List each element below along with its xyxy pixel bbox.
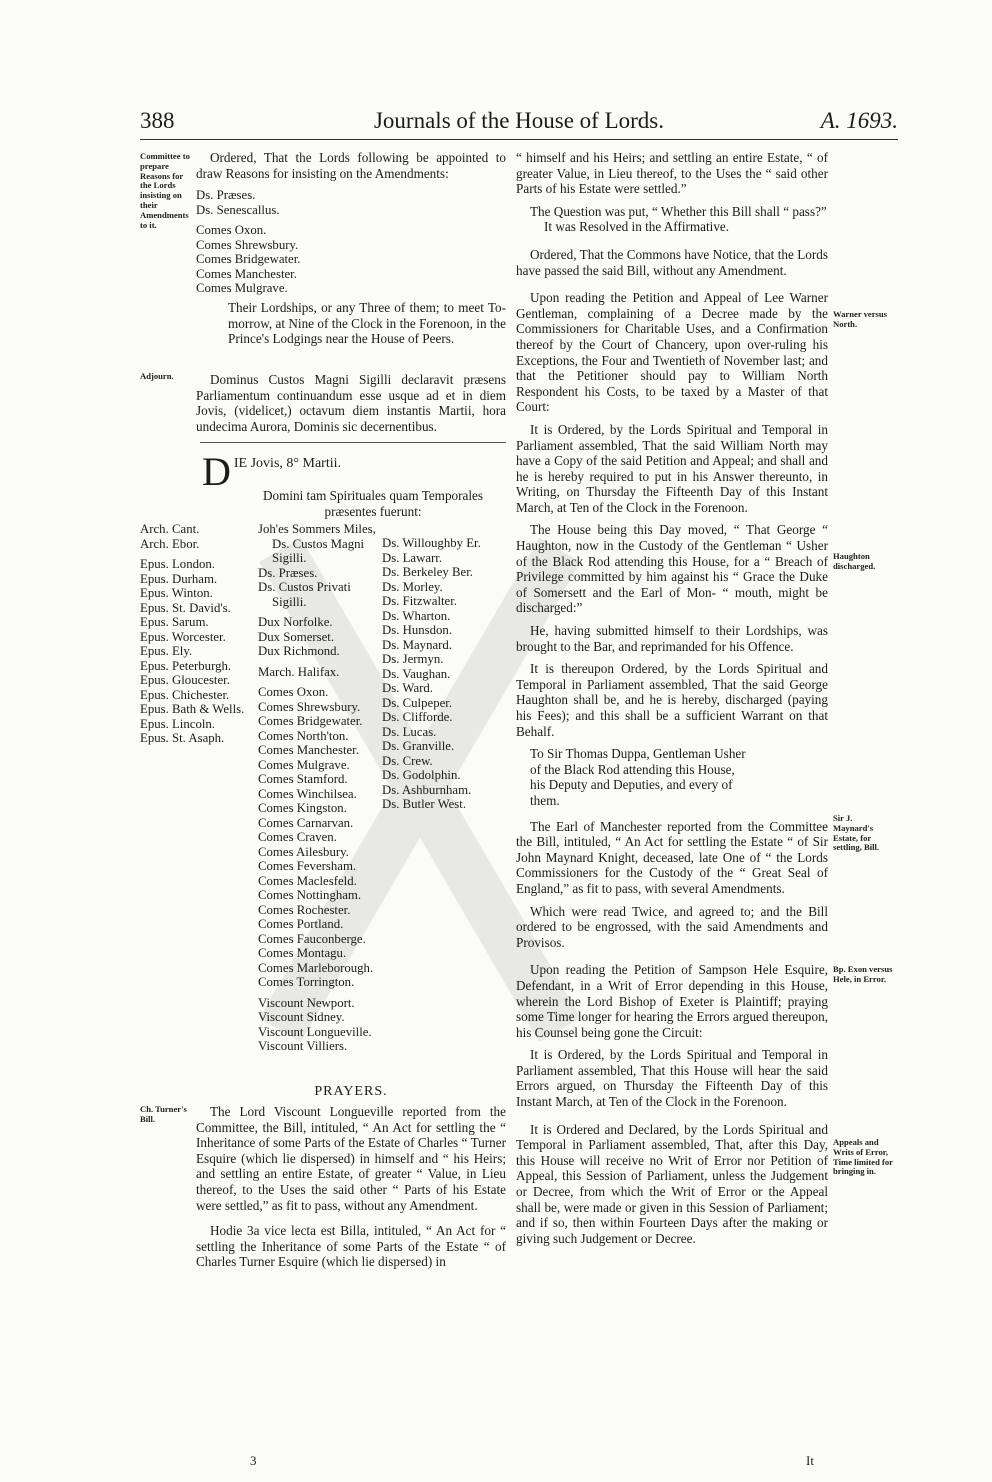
hodie-paragraph: Hodie 3a vice lecta est Billa, intituled, “ An Act for “ settling the Inheritance of some Parts of the Estate “ of Charles Turner Esquire (which lie dispersed) in <box>196 1223 506 1270</box>
lord-entry: Comes Craven. <box>258 830 337 844</box>
warner-paragraph: Upon reading the Petition and Appeal of Lee Warner Gentleman, complaining of a Decree made by the Commissioners for Charitable Uses, and a Confirmation thereof by the Court of Chancery, upon over-ruling his Exceptions, the Four and Twentieth of November last; and that the Petitioner should pay to William North Respondent his Costs, to be taxed by a Master of that Court: <box>516 290 828 415</box>
lord-entry: Comes Bridgewater. <box>258 714 363 728</box>
margin-note-appeals: Appeals and Writs of Error, Time limited for bringing in. <box>833 1137 893 1177</box>
lord-entry: Comes Carnarvan. <box>258 815 354 830</box>
haughton-paragraph: The House being this Day moved, “ That George “ Haughton, now in the Custody of the Gentleman “ Usher of the Black Rod attending this House, for a “ Breach of Privilege committed by him against his “ Grace the Duke of Somersett and the Earl of Mon- “ mouth, might be discharged:” <box>516 522 828 616</box>
page-number: 388 <box>140 108 175 133</box>
lord-entry: March. Halifax. <box>258 664 340 679</box>
lord-entry: Epus. Durham. <box>140 571 218 586</box>
lord-entry: Comes Manchester. <box>258 743 359 757</box>
lord-entry: Sigilli. <box>272 594 307 609</box>
meeting-paragraph: Their Lordships, or any Three of them; to meet To-morrow, at Nine of the Clock in the Forenoon, in the Prince's Lodgings near the House of Peers. <box>228 300 506 347</box>
hele-order-paragraph: It is Ordered, by the Lords Spiritual and Temporal in Parliament assembled, That this House will hear the said Errors argued, on Thursday the Fifteenth Day of this Instant March, at Ten of the Clock in the Forenoon. <box>516 1047 828 1110</box>
lord-entry: Ds. Custos Magni <box>272 536 365 551</box>
lord-entry: Joh'es Sommers Miles, <box>258 522 376 536</box>
lord-entry: Dux Norfolke. <box>258 615 333 629</box>
lord-entry: Dux Somerset. <box>258 629 335 644</box>
hele-paragraph: Upon reading the Petition of Sampson Hele Esquire, Defendant, in a Writ of Error depending in this House, wherein the Lord Bishop of Exeter is Plaintiff; praying some Time longer for hearing the Errors argued thereupon, his Counsel being gone the Circuit: <box>516 962 828 1040</box>
committee-member: Comes Bridgewater. <box>196 252 301 266</box>
lord-entry: Epus. Lincoln. <box>140 716 215 731</box>
day-heading <box>202 449 506 494</box>
lord-entry: Ds. Godolphin. <box>382 768 461 782</box>
maynard-paragraph: The Earl of Manchester reported from the Committee the Bill, intituled, “ An Act for settling the Estate “ of Sir John Maynard Knight, deceased, late One of “ the Lords Commissioners for the Custody of the “ Great Seal of England,” as fit to pass, with several Amendments. <box>516 818 828 896</box>
lord-entry: Epus. Worcester. <box>140 629 226 644</box>
margin-note-maynard: Sir J. Maynard's Estate, for settling, Bill. <box>833 813 880 853</box>
appeals-order-paragraph: It is Ordered and Declared, by the Lords Spiritual and Temporal in Parliament assembled, That, after this Day, this House will receive no Writ of Error nor Petition of Appeal, this Session of Parliament, unless the Judgement or Decree, from which the Writ of Error or the Appeal shall be, were made or given in this Session of Parliament; and if so, then within Fourteen Days after the making or giving such Judgement or Decree. <box>516 1121 828 1246</box>
lord-entry: Epus. Chichester. <box>140 687 230 702</box>
page-title: Journals of the House of Lords. <box>373 108 664 133</box>
prayers-heading: PRAYERS. <box>314 1084 388 1099</box>
resolved-paragraph: It was Resolved in the Affirmative. <box>544 219 730 235</box>
lord-entry: Epus. Bath & Wells. <box>140 702 245 716</box>
lord-entry: Epus. Gloucester. <box>140 673 230 687</box>
lord-entry: Comes Fauconberge. <box>258 931 366 946</box>
lord-entry: Sigilli. <box>272 551 307 565</box>
lords-list-temporal <box>258 522 376 1054</box>
ordered-paragraph: Ordered, That the Lords following be appointed to draw Reasons for insisting on the Amendments: <box>196 150 506 181</box>
lord-entry: Ds. Clifforde. <box>382 710 453 724</box>
margin-note-turner-bill: Ch. Turner's Bill. <box>140 1104 187 1124</box>
left-column-lower <box>196 1104 506 1277</box>
lord-entry: Epus. Ely. <box>140 644 193 658</box>
domini-line: Domini tam Spirituales quam Temporales præsentes fuerunt: <box>262 488 484 519</box>
lord-entry: Ds. Lawarr. <box>382 550 443 565</box>
signature-mark: 3 <box>250 1453 257 1468</box>
lord-entry: Ds. Berkeley Ber. <box>382 565 473 579</box>
lord-entry: Epus. Winton. <box>140 586 213 600</box>
margin-note-adjourn: Adjourn. <box>140 371 174 381</box>
lord-entry: Ds. Crew. <box>382 753 433 768</box>
lord-entry: Comes Feversham. <box>258 859 357 873</box>
lord-entry: Comes Torrington. <box>258 975 355 989</box>
margin-note-haughton: Haughton discharged. <box>833 551 876 571</box>
margin-note-exeter: Bp. Exon versus Hele, in Error. <box>833 964 893 984</box>
lord-entry: Comes Marleborough. <box>258 960 374 975</box>
adjourn-block <box>196 372 506 441</box>
lord-entry: Ds. Morley. <box>382 579 443 594</box>
turner-paragraph: The Lord Viscount Longueville reported from the Committee, the Bill, intituled, “ An Act for settling the “ Inheritance of some Parts of the Estate of Charles “ Turner Esquire (which lie dispersed) in himself and “ his Heirs; and settling an entire Estate, of greater “ Value, in Lieu thereof, to the Uses the said other “ Parts of his Estate were settled,” as fit to pass, without any Amendment. <box>196 1104 506 1213</box>
lord-entry: Viscount Sidney. <box>258 1010 345 1024</box>
lord-entry: Ds. Jermyn. <box>382 652 444 666</box>
lord-entry: Ds. Maynard. <box>382 637 453 652</box>
committee-member: Comes Shrewsbury. <box>196 237 299 252</box>
lord-entry: Comes Rochester. <box>258 902 351 917</box>
lord-entry: Epus. St. Asaph. <box>140 731 225 745</box>
lord-entry: Ds. Culpeper. <box>382 695 453 710</box>
lord-entry: Comes Winchilsea. <box>258 786 357 801</box>
warner-order-paragraph: It is Ordered, by the Lords Spiritual and Temporal in Parliament assembled, That the said William North may have a Copy of the said Petition and Appeal; and shall and he is hereby required to put in his Answer thereunto, in Writing, on Thursday the Fifteenth Day of this Instant March, at Ten of the Clock in the Forenoon. <box>516 421 828 515</box>
lord-entry: Ds. Ward. <box>382 681 433 695</box>
page-header <box>140 108 898 138</box>
lord-entry: Viscount Longueville. <box>258 1024 372 1039</box>
adjourn-paragraph: Dominus Custos Magni Sigilli declaravit præsens Parliamentum continuandum esse usque ad et in diem Jovis, (videlicet,) octavum diem instantis Martii, hora undecima Aurora, Dominis sic decernentibus. <box>196 372 506 434</box>
discharge-order-paragraph: It is thereupon Ordered, by the Lords Spiritual and Temporal in Parliament assembled, That the said George Haughton shall be, and he is hereby, discharged (paying his Fees); and this shall be a sufficient Warrant on that Behalf. <box>516 661 828 739</box>
lord-entry: Ds. Fitzwalter. <box>382 594 457 608</box>
lord-entry: Comes Montagu. <box>258 946 347 960</box>
lord-entry: Ds. Lucas. <box>382 724 437 739</box>
warrant-address: To Sir Thomas Duppa, Gentleman Usher of the Black Rod attending this House, his Deputy and Deputies, and every of them. <box>530 746 746 808</box>
lord-entry: Comes Shrewsbury. <box>258 699 361 714</box>
continuation-paragraph: “ himself and his Heirs; and settling an entire Estate, “ of greater Value, in Lieu thereof, to the Uses the “ said other Parts of his Estate were settled.” <box>516 150 828 197</box>
question-paragraph: The Question was put, “ Whether this Bill shall “ pass?” <box>530 203 827 219</box>
day-heading-text: IE Jovis, 8° Martii. <box>233 456 341 471</box>
lord-entry: Comes Mulgrave. <box>258 757 350 772</box>
lord-entry: Comes North'ton. <box>258 728 349 743</box>
lord-entry: Comes Portland. <box>258 917 344 931</box>
lord-entry: Ds. Willoughby Er. <box>382 536 481 550</box>
left-column-upper <box>196 150 506 188</box>
committee-member: Comes Mulgrave. <box>196 281 288 295</box>
twice-paragraph: Which were read Twice, and agreed to; and the Bill ordered to be engrossed, with the said Amendments and Provisos. <box>516 903 828 950</box>
margin-note-warner: Warner versus North. <box>833 309 888 329</box>
lord-entry: Ds. Butler West. <box>382 797 467 811</box>
catchword: It <box>806 1453 814 1468</box>
section-rule <box>200 442 506 443</box>
committee-member: Ds. Præses. <box>196 188 256 202</box>
lord-entry: Epus. Peterburgh. <box>140 658 232 673</box>
lord-entry: Arch. Cant. <box>140 522 200 536</box>
committee-member: Comes Manchester. <box>196 266 297 281</box>
lord-entry: Epus. Sarum. <box>140 615 209 629</box>
lord-entry: Ds. Ashburnham. <box>382 782 472 797</box>
lord-entry: Dux Richmond. <box>258 644 340 658</box>
commons-paragraph: Ordered, That the Commons have Notice, that the Lords have passed the said Bill, without any Amendment. <box>516 246 828 278</box>
margin-note-committee: Committee to prepare Reasons for the Lords insisting on their Amendments to it. <box>140 151 190 230</box>
lord-entry: Epus. London. <box>140 557 216 571</box>
day-heading-dropcap: D <box>202 449 231 494</box>
page-year: A. 1693. <box>820 108 898 133</box>
lord-entry: Comes Stamford. <box>258 772 348 786</box>
lord-entry: Comes Ailesbury. <box>258 844 349 859</box>
lords-list-barons <box>382 536 481 812</box>
meeting-block <box>228 300 506 354</box>
lord-entry: Ds. Præses. <box>258 565 318 580</box>
lords-list-spiritual <box>140 522 244 746</box>
committee-member: Comes Oxon. <box>196 223 267 237</box>
submitted-paragraph: He, having submitted himself to their Lordships, was brought to the Bar, and reprimanded for his Offence. <box>516 623 828 654</box>
lord-entry: Viscount Newport. <box>258 995 355 1010</box>
header-rule <box>140 139 898 140</box>
right-column <box>516 150 828 1253</box>
lord-entry: Comes Kingston. <box>258 801 347 815</box>
lord-entry: Ds. Granville. <box>382 739 455 753</box>
committee-member: Ds. Senescallus. <box>196 202 280 217</box>
lord-entry: Ds. Wharton. <box>382 608 451 623</box>
lord-entry: Comes Oxon. <box>258 685 329 699</box>
lord-entry: Ds. Vaughan. <box>382 666 451 681</box>
lord-entry: Ds. Hunsdon. <box>382 623 453 637</box>
lord-entry: Arch. Ebor. <box>140 536 200 551</box>
lord-entry: Comes Nottingham. <box>258 888 362 902</box>
lord-entry: Viscount Villiers. <box>258 1039 348 1053</box>
committee-list <box>196 188 301 296</box>
lord-entry: Ds. Custos Privati <box>258 580 351 594</box>
lord-entry: Epus. St. David's. <box>140 600 231 615</box>
lord-entry: Comes Maclesfeld. <box>258 873 357 888</box>
